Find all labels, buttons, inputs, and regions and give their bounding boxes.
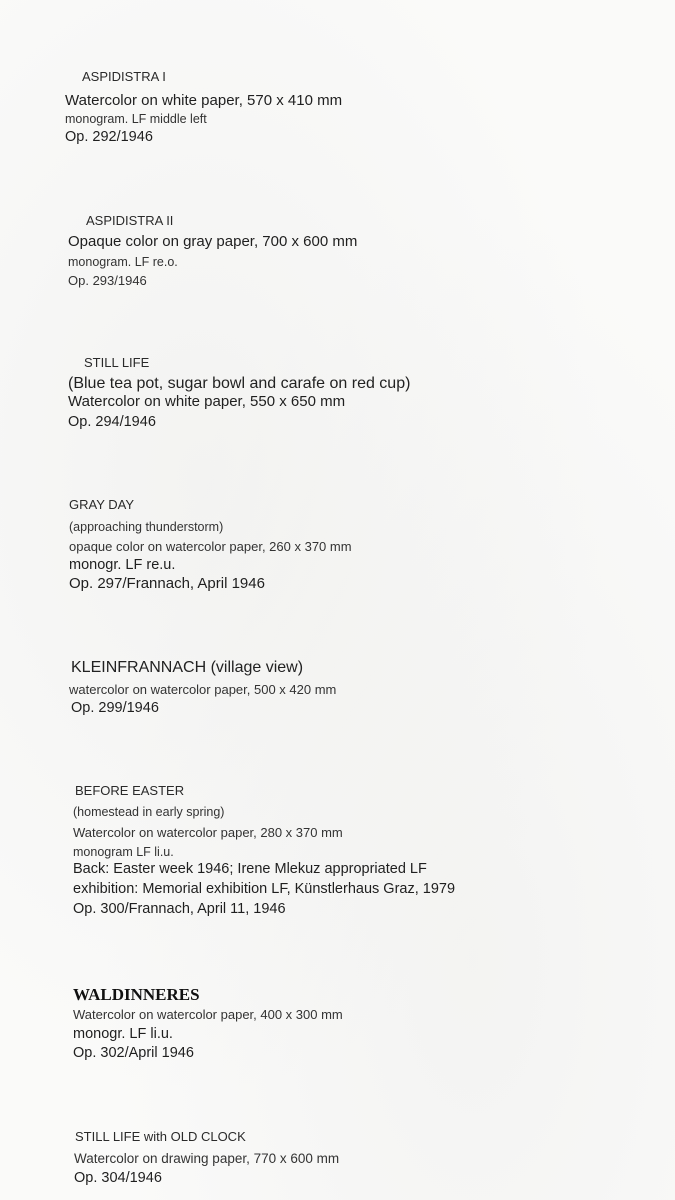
entry-title: ASPIDISTRA I bbox=[82, 69, 166, 84]
entry-medium: watercolor on watercolor paper, 500 x 420 mm bbox=[69, 682, 337, 697]
entry-description: (approaching thunderstorm) bbox=[69, 520, 224, 534]
entry-signature: monogram. LF middle left bbox=[65, 112, 207, 126]
entry-signature: monogram LF li.u. bbox=[73, 845, 174, 859]
entry-opus: Op. 302/April 1946 bbox=[73, 1045, 194, 1061]
entry-title: STILL LIFE with OLD CLOCK bbox=[75, 1129, 246, 1144]
entry-exhibition: exhibition: Memorial exhibition LF, Künstlerhaus Graz, 1979 bbox=[73, 881, 456, 897]
entry-signature: monogram. LF re.o. bbox=[68, 255, 178, 269]
entry-title: WALDINNERES bbox=[73, 985, 200, 1004]
entry-opus: Op. 300/Frannach, April 11, 1946 bbox=[73, 901, 286, 917]
entry-medium: Watercolor on white paper, 570 x 410 mm bbox=[65, 92, 343, 109]
entry-medium: Watercolor on watercolor paper, 400 x 300 mm bbox=[73, 1007, 343, 1022]
entry-description: (Blue tea pot, sugar bowl and carafe on red cup) bbox=[68, 375, 411, 392]
entry-title: ASPIDISTRA II bbox=[86, 213, 174, 228]
entry-title: STILL LIFE bbox=[84, 355, 150, 370]
entry-medium: Watercolor on drawing paper, 770 x 600 mm bbox=[74, 1151, 340, 1166]
entry-signature: monogr. LF li.u. bbox=[73, 1026, 173, 1042]
entry-opus: Op. 297/Frannach, April 1946 bbox=[69, 575, 265, 592]
entry-medium: Watercolor on white paper, 550 x 650 mm bbox=[68, 393, 346, 410]
entry-opus: Op. 299/1946 bbox=[71, 700, 159, 716]
entry-opus: Op. 304/1946 bbox=[74, 1170, 162, 1186]
entry-opus: Op. 294/1946 bbox=[68, 414, 156, 430]
entry-title: KLEINFRANNACH (village view) bbox=[71, 659, 304, 676]
entry-title: GRAY DAY bbox=[69, 497, 135, 512]
entry-opus: Op. 292/1946 bbox=[65, 129, 153, 145]
entry-medium: opaque color on watercolor paper, 260 x 370 mm bbox=[69, 539, 352, 554]
entry-signature: monogr. LF re.u. bbox=[69, 557, 176, 573]
entry-provenance: Back: Easter week 1946; Irene Mlekuz appropriated LF bbox=[73, 861, 427, 877]
entry-description: (homestead in early spring) bbox=[73, 805, 225, 819]
entry-opus: Op. 293/1946 bbox=[68, 273, 147, 288]
entry-medium: Opaque color on gray paper, 700 x 600 mm bbox=[68, 233, 358, 250]
entry-title: BEFORE EASTER bbox=[75, 783, 185, 798]
entry-medium: Watercolor on watercolor paper, 280 x 370 mm bbox=[73, 825, 343, 840]
